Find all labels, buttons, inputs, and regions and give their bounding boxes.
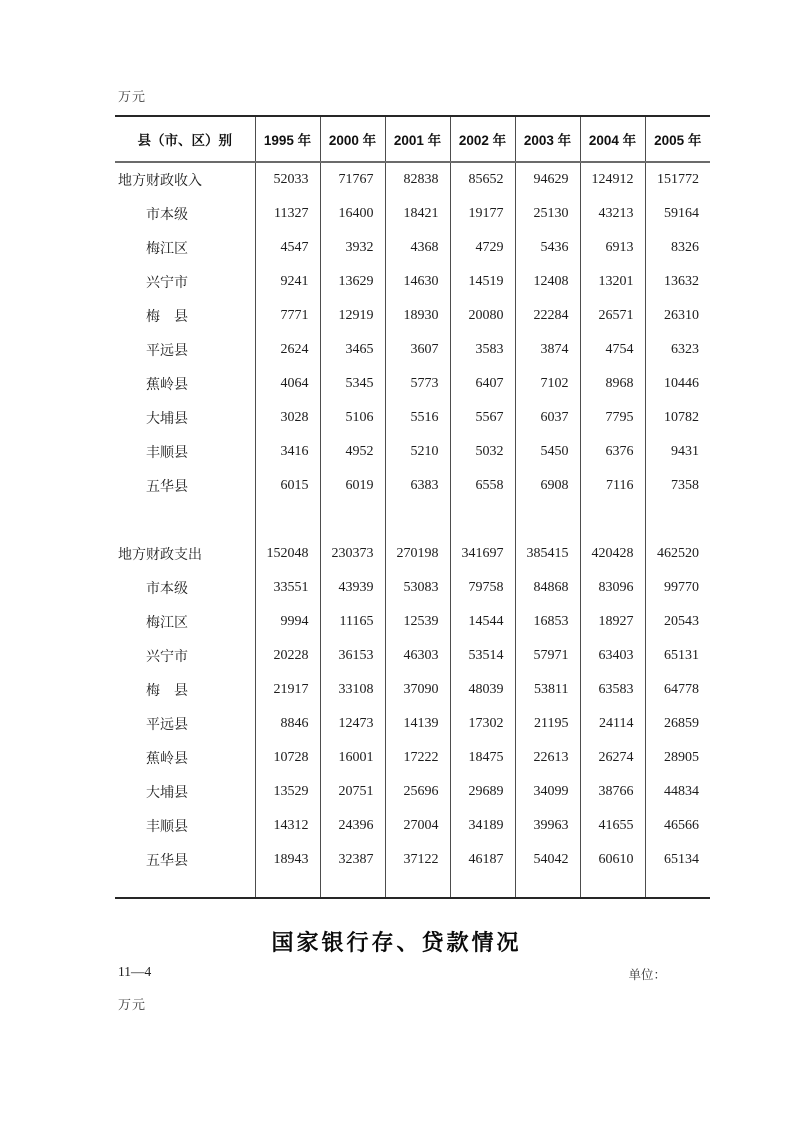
value-cell: 8968 bbox=[580, 367, 645, 401]
value-cell: 26859 bbox=[645, 707, 710, 741]
value-cell: 65131 bbox=[645, 639, 710, 673]
column-header-year: 2004 年 bbox=[580, 116, 645, 162]
value-cell: 4952 bbox=[320, 435, 385, 469]
value-cell: 16400 bbox=[320, 197, 385, 231]
row-label: 平远县 bbox=[146, 344, 188, 359]
value-cell: 5450 bbox=[515, 435, 580, 469]
value-cell: 43939 bbox=[320, 571, 385, 605]
row-label: 大埔县 bbox=[146, 786, 188, 801]
value-cell: 6908 bbox=[515, 469, 580, 503]
value-cell: 20080 bbox=[450, 299, 515, 333]
value-cell: 14519 bbox=[450, 265, 515, 299]
value-cell: 12919 bbox=[320, 299, 385, 333]
value-cell: 151772 bbox=[645, 162, 710, 197]
value-cell: 9241 bbox=[255, 265, 320, 299]
value-cell: 230373 bbox=[320, 537, 385, 571]
value-cell: 6383 bbox=[385, 469, 450, 503]
section-spacer-row bbox=[115, 503, 710, 537]
next-section-title: 国家银行存、贷款情况 bbox=[271, 930, 522, 955]
value-cell: 19177 bbox=[450, 197, 515, 231]
value-cell: 385415 bbox=[515, 537, 580, 571]
header-row bbox=[115, 116, 710, 162]
table-row bbox=[115, 469, 710, 503]
finance-table-body bbox=[115, 162, 710, 898]
table-row bbox=[115, 435, 710, 469]
spacer-cell bbox=[580, 877, 645, 898]
row-label: 五华县 bbox=[146, 480, 188, 495]
value-cell: 53811 bbox=[515, 673, 580, 707]
table-row bbox=[115, 333, 710, 367]
row-label: 梅 县 bbox=[146, 684, 188, 699]
row-label: 蕉岭县 bbox=[146, 752, 188, 767]
value-cell: 13201 bbox=[580, 265, 645, 299]
value-cell: 52033 bbox=[255, 162, 320, 197]
value-cell: 84868 bbox=[515, 571, 580, 605]
value-cell: 3874 bbox=[515, 333, 580, 367]
row-label: 大埔县 bbox=[146, 412, 188, 427]
spacer-cell bbox=[645, 877, 710, 898]
table-row bbox=[115, 843, 710, 877]
value-cell: 82838 bbox=[385, 162, 450, 197]
value-cell: 4729 bbox=[450, 231, 515, 265]
value-cell: 3583 bbox=[450, 333, 515, 367]
table-row bbox=[115, 741, 710, 775]
value-cell: 20751 bbox=[320, 775, 385, 809]
value-cell: 18943 bbox=[255, 843, 320, 877]
spacer-cell bbox=[450, 503, 515, 537]
value-cell: 3465 bbox=[320, 333, 385, 367]
value-cell: 20543 bbox=[645, 605, 710, 639]
value-cell: 18927 bbox=[580, 605, 645, 639]
table-bottom-pad-row bbox=[115, 877, 710, 898]
value-cell: 152048 bbox=[255, 537, 320, 571]
value-cell: 14630 bbox=[385, 265, 450, 299]
spacer-cell bbox=[115, 503, 255, 537]
value-cell: 4368 bbox=[385, 231, 450, 265]
table-row bbox=[115, 707, 710, 741]
value-cell: 10782 bbox=[645, 401, 710, 435]
table-row bbox=[115, 367, 710, 401]
value-cell: 22613 bbox=[515, 741, 580, 775]
table-row bbox=[115, 775, 710, 809]
value-cell: 7795 bbox=[580, 401, 645, 435]
value-cell: 9431 bbox=[645, 435, 710, 469]
value-cell: 22284 bbox=[515, 299, 580, 333]
value-cell: 9994 bbox=[255, 605, 320, 639]
row-label: 平远县 bbox=[146, 718, 188, 733]
value-cell: 46303 bbox=[385, 639, 450, 673]
value-cell: 65134 bbox=[645, 843, 710, 877]
value-cell: 6323 bbox=[645, 333, 710, 367]
row-label: 地方财政收入 bbox=[118, 174, 202, 189]
value-cell: 94629 bbox=[515, 162, 580, 197]
row-label: 丰顺县 bbox=[146, 820, 188, 835]
value-cell: 4547 bbox=[255, 231, 320, 265]
unit-label-top: 万元 bbox=[118, 89, 147, 104]
value-cell: 33551 bbox=[255, 571, 320, 605]
value-cell: 5032 bbox=[450, 435, 515, 469]
value-cell: 8846 bbox=[255, 707, 320, 741]
value-cell: 462520 bbox=[645, 537, 710, 571]
value-cell: 6019 bbox=[320, 469, 385, 503]
value-cell: 7771 bbox=[255, 299, 320, 333]
value-cell: 21917 bbox=[255, 673, 320, 707]
row-label: 梅江区 bbox=[146, 242, 188, 257]
table-row bbox=[115, 299, 710, 333]
value-cell: 3028 bbox=[255, 401, 320, 435]
value-cell: 5106 bbox=[320, 401, 385, 435]
row-label: 兴宁市 bbox=[146, 276, 188, 291]
value-cell: 6913 bbox=[580, 231, 645, 265]
value-cell: 36153 bbox=[320, 639, 385, 673]
value-cell: 39963 bbox=[515, 809, 580, 843]
value-cell: 3607 bbox=[385, 333, 450, 367]
value-cell: 5436 bbox=[515, 231, 580, 265]
spacer-cell bbox=[515, 877, 580, 898]
value-cell: 26310 bbox=[645, 299, 710, 333]
value-cell: 59164 bbox=[645, 197, 710, 231]
row-label: 地方财政支出 bbox=[118, 548, 202, 563]
value-cell: 29689 bbox=[450, 775, 515, 809]
value-cell: 46566 bbox=[645, 809, 710, 843]
value-cell: 53514 bbox=[450, 639, 515, 673]
value-cell: 6376 bbox=[580, 435, 645, 469]
value-cell: 420428 bbox=[580, 537, 645, 571]
value-cell: 6037 bbox=[515, 401, 580, 435]
value-cell: 99770 bbox=[645, 571, 710, 605]
value-cell: 71767 bbox=[320, 162, 385, 197]
table-row bbox=[115, 673, 710, 707]
value-cell: 44834 bbox=[645, 775, 710, 809]
column-header-year: 2001 年 bbox=[385, 116, 450, 162]
value-cell: 12539 bbox=[385, 605, 450, 639]
value-cell: 27004 bbox=[385, 809, 450, 843]
value-cell: 18475 bbox=[450, 741, 515, 775]
value-cell: 6558 bbox=[450, 469, 515, 503]
table-row bbox=[115, 571, 710, 605]
unit-value-label: 万元 bbox=[118, 997, 147, 1012]
value-cell: 14544 bbox=[450, 605, 515, 639]
spacer-cell bbox=[450, 877, 515, 898]
table-row bbox=[115, 605, 710, 639]
value-cell: 16001 bbox=[320, 741, 385, 775]
value-cell: 46187 bbox=[450, 843, 515, 877]
value-cell: 7102 bbox=[515, 367, 580, 401]
spacer-cell bbox=[645, 503, 710, 537]
value-cell: 11327 bbox=[255, 197, 320, 231]
value-cell: 10728 bbox=[255, 741, 320, 775]
value-cell: 341697 bbox=[450, 537, 515, 571]
spacer-cell bbox=[255, 877, 320, 898]
value-cell: 48039 bbox=[450, 673, 515, 707]
value-cell: 12408 bbox=[515, 265, 580, 299]
table-row bbox=[115, 231, 710, 265]
row-label: 市本级 bbox=[146, 208, 188, 223]
value-cell: 16853 bbox=[515, 605, 580, 639]
value-cell: 43213 bbox=[580, 197, 645, 231]
value-cell: 11165 bbox=[320, 605, 385, 639]
spacer-cell bbox=[255, 503, 320, 537]
value-cell: 63583 bbox=[580, 673, 645, 707]
value-cell: 54042 bbox=[515, 843, 580, 877]
value-cell: 64778 bbox=[645, 673, 710, 707]
value-cell: 32387 bbox=[320, 843, 385, 877]
spacer-cell bbox=[115, 877, 255, 898]
value-cell: 34099 bbox=[515, 775, 580, 809]
value-cell: 24114 bbox=[580, 707, 645, 741]
column-header-year: 2002 年 bbox=[450, 116, 515, 162]
column-header-year: 2003 年 bbox=[515, 116, 580, 162]
value-cell: 38766 bbox=[580, 775, 645, 809]
row-label: 蕉岭县 bbox=[146, 378, 188, 393]
value-cell: 270198 bbox=[385, 537, 450, 571]
value-cell: 13529 bbox=[255, 775, 320, 809]
spacer-cell bbox=[320, 503, 385, 537]
value-cell: 8326 bbox=[645, 231, 710, 265]
value-cell: 17302 bbox=[450, 707, 515, 741]
value-cell: 5210 bbox=[385, 435, 450, 469]
table-row bbox=[115, 401, 710, 435]
table-row bbox=[115, 809, 710, 843]
value-cell: 124912 bbox=[580, 162, 645, 197]
table-row bbox=[115, 265, 710, 299]
value-cell: 4064 bbox=[255, 367, 320, 401]
column-header-year: 2000 年 bbox=[320, 116, 385, 162]
table-row bbox=[115, 639, 710, 673]
value-cell: 53083 bbox=[385, 571, 450, 605]
row-label: 梅 县 bbox=[146, 310, 188, 325]
spacer-cell bbox=[385, 503, 450, 537]
value-cell: 5567 bbox=[450, 401, 515, 435]
column-header-year: 1995 年 bbox=[255, 116, 320, 162]
value-cell: 25130 bbox=[515, 197, 580, 231]
row-label: 梅江区 bbox=[146, 616, 188, 631]
value-cell: 34189 bbox=[450, 809, 515, 843]
value-cell: 33108 bbox=[320, 673, 385, 707]
spacer-cell bbox=[385, 877, 450, 898]
value-cell: 18930 bbox=[385, 299, 450, 333]
table-row bbox=[115, 162, 710, 197]
value-cell: 57971 bbox=[515, 639, 580, 673]
value-cell: 63403 bbox=[580, 639, 645, 673]
column-header-year: 2005 年 bbox=[645, 116, 710, 162]
value-cell: 5773 bbox=[385, 367, 450, 401]
table-row bbox=[115, 537, 710, 571]
spacer-cell bbox=[515, 503, 580, 537]
value-cell: 85652 bbox=[450, 162, 515, 197]
value-cell: 7116 bbox=[580, 469, 645, 503]
unit-prefix-label: 单位： bbox=[628, 968, 666, 982]
value-cell: 60610 bbox=[580, 843, 645, 877]
value-cell: 10446 bbox=[645, 367, 710, 401]
table-number: 11—4 bbox=[118, 964, 152, 979]
value-cell: 6407 bbox=[450, 367, 515, 401]
value-cell: 83096 bbox=[580, 571, 645, 605]
value-cell: 41655 bbox=[580, 809, 645, 843]
value-cell: 18421 bbox=[385, 197, 450, 231]
value-cell: 3416 bbox=[255, 435, 320, 469]
value-cell: 14139 bbox=[385, 707, 450, 741]
row-label: 兴宁市 bbox=[146, 650, 188, 665]
value-cell: 5345 bbox=[320, 367, 385, 401]
spacer-cell bbox=[580, 503, 645, 537]
row-label: 五华县 bbox=[146, 854, 188, 869]
column-header-region: 县（市、区）别 bbox=[115, 116, 255, 162]
value-cell: 6015 bbox=[255, 469, 320, 503]
value-cell: 25696 bbox=[385, 775, 450, 809]
value-cell: 37122 bbox=[385, 843, 450, 877]
value-cell: 26571 bbox=[580, 299, 645, 333]
row-label: 市本级 bbox=[146, 582, 188, 597]
value-cell: 20228 bbox=[255, 639, 320, 673]
finance-table bbox=[115, 115, 710, 899]
value-cell: 28905 bbox=[645, 741, 710, 775]
value-cell: 12473 bbox=[320, 707, 385, 741]
value-cell: 14312 bbox=[255, 809, 320, 843]
value-cell: 2624 bbox=[255, 333, 320, 367]
value-cell: 17222 bbox=[385, 741, 450, 775]
value-cell: 7358 bbox=[645, 469, 710, 503]
table-row bbox=[115, 197, 710, 231]
value-cell: 4754 bbox=[580, 333, 645, 367]
value-cell: 13632 bbox=[645, 265, 710, 299]
spacer-cell bbox=[320, 877, 385, 898]
value-cell: 5516 bbox=[385, 401, 450, 435]
value-cell: 13629 bbox=[320, 265, 385, 299]
value-cell: 79758 bbox=[450, 571, 515, 605]
value-cell: 26274 bbox=[580, 741, 645, 775]
value-cell: 21195 bbox=[515, 707, 580, 741]
row-label: 丰顺县 bbox=[146, 446, 188, 461]
value-cell: 3932 bbox=[320, 231, 385, 265]
value-cell: 37090 bbox=[385, 673, 450, 707]
value-cell: 24396 bbox=[320, 809, 385, 843]
